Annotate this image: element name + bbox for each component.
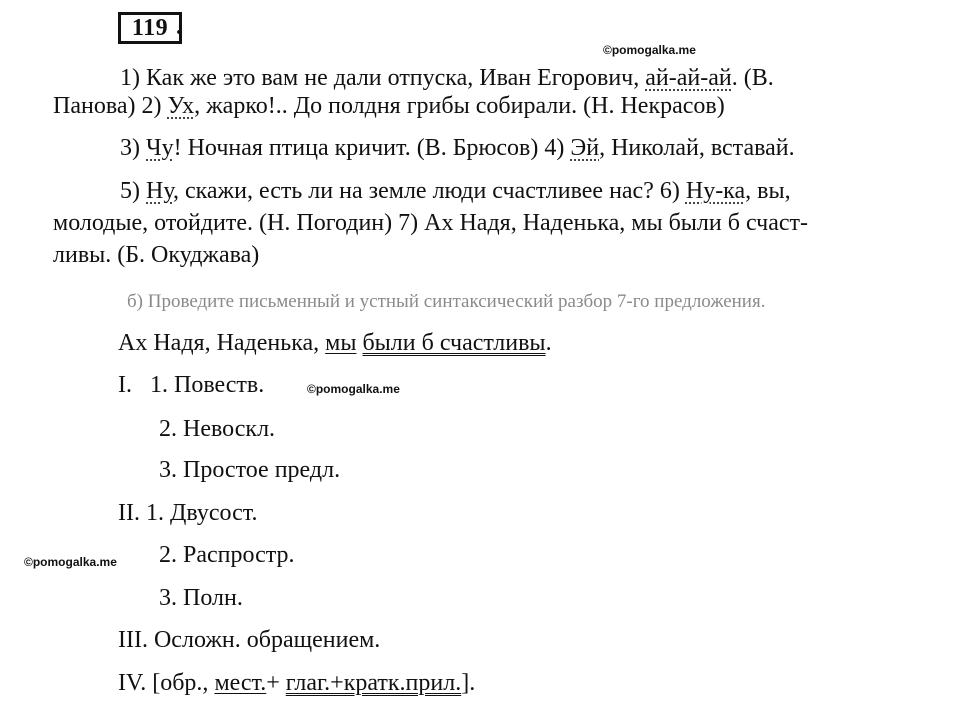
paragraph-3-line-2: молодые, отойдите. (Н. Погодин) 7) Ах Надя, Наденька, мы были б счаст-: [53, 210, 808, 236]
predicate: глаг.+кратк.прил.: [285, 670, 462, 696]
watermark: ©pomogalka.me: [603, 43, 696, 57]
analysis-item: II. 1. Двусост.: [118, 500, 258, 526]
watermark: ©pomogalka.me: [307, 382, 400, 396]
text: 3): [120, 135, 146, 161]
text: , скажи, есть ли на земле люди счастливее нас? 6): [172, 178, 686, 204]
text: IV. [обр.,: [118, 670, 215, 696]
text: .: [545, 330, 552, 356]
text: Панова) 2): [53, 93, 168, 119]
interjection: ай-ай-ай: [645, 65, 732, 91]
analysis-item: 2. Распростр.: [159, 542, 295, 568]
paragraph-3-line-3: ливы. (Б. Окуджава): [53, 242, 260, 268]
paragraph-3-line-1: [120, 176, 791, 206]
text: 1) Как же это вам не дали отпуска, Иван Егорович,: [120, 65, 646, 91]
text: ! Ночная птица кричит. (В. Брюсов) 4): [173, 135, 571, 161]
paragraph-1-line-1: [120, 63, 774, 93]
interjection: Ну-ка: [685, 178, 746, 204]
text: , Николай, вставай.: [599, 135, 795, 161]
interjection: Ух: [167, 93, 195, 119]
analysis-item: III. Осложн. обращением.: [118, 627, 381, 653]
exercise-number: 119: [118, 12, 182, 44]
interjection: Ну: [146, 178, 173, 204]
analysis-item: 3. Полн.: [159, 585, 243, 611]
analysis-item: 3. Простое предл.: [159, 457, 341, 483]
task-text: б) Проведите письменный и устный синтаксический разбор 7-го предложения.: [127, 291, 766, 312]
interjection: Чу: [146, 135, 174, 161]
subject: мест.: [214, 670, 267, 696]
analysis-item: 2. Невоскл.: [159, 416, 276, 442]
paragraph-2: [120, 133, 795, 163]
text: ].: [461, 670, 476, 696]
text: Ах Надя, Наденька,: [118, 330, 326, 356]
text: +: [266, 670, 286, 696]
interjection: Эй: [570, 135, 600, 161]
text: , вы,: [745, 178, 791, 204]
analysis-sentence: [118, 328, 552, 358]
sentence-scheme: [118, 668, 475, 698]
text: 5): [120, 178, 146, 204]
predicate: были б счастливы: [362, 330, 546, 356]
text: . (В.: [731, 65, 774, 91]
paragraph-1-line-2: [53, 91, 725, 121]
watermark: ©pomogalka.me: [24, 555, 117, 569]
analysis-item: I. 1. Повеств.: [118, 372, 265, 398]
subject: мы: [325, 330, 357, 356]
text: , жарко!.. До полдня грибы собирали. (Н. Некрасов): [194, 93, 725, 119]
exercise-number-dot: .: [176, 14, 182, 40]
